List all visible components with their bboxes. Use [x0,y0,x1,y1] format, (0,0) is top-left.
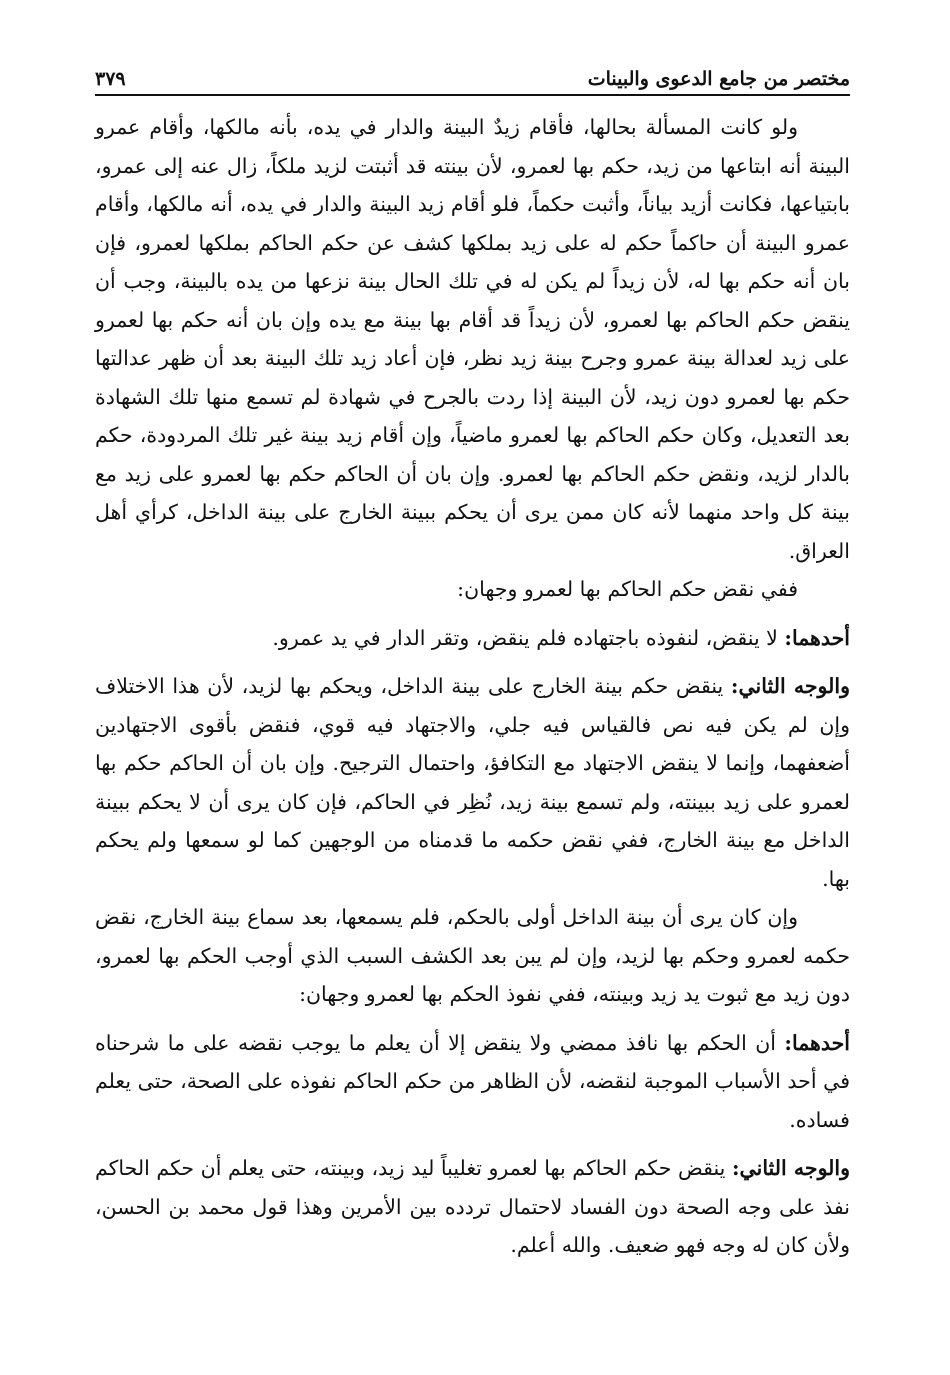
paragraph-5 [95,898,850,1014]
book-page [95,58,850,1348]
paragraph-label: أحدهما: [784,1030,850,1055]
paragraph-4 [95,667,850,898]
paragraph-text: لا ينقض، لنفوذه باجتهاده فلم ينقض، وتقر الدار في يد عمرو. [272,625,785,650]
paragraph-1 [95,108,850,570]
paragraph-text: ينقض حكم بينة الخارج على بينة الداخل، ويحكم بها لزيد، لأن هذا الاختلاف وإن لم يكن فيه نص فالقياس فيه جلي، والاجتهاد فيه قوي، فنقض بأقوى الاجتهادين أضعفهما، وإنما لا ينقض الاجتهاد مع التكافؤ، واحتمال الترجيح. وإن بان أن الحاكم حكم بها لعمرو على زيد ببينته، ولم تسمع بينة زيد، نُظِر في الحاكم، فإن كان يرى أن لا يحكم ببينة الداخل مع بينة الخارج، ففي نقض حكمه ما قدمناه من الوجهين كما لو سمعها ولم يحكم بها. [95,674,850,891]
paragraph-7 [95,1149,850,1265]
paragraph-label: والوجه الثاني: [731,1156,851,1180]
paragraph-text: ففي نقض حكم الحاكم بها لعمرو وجهان: [457,577,798,601]
paragraph-3 [95,619,850,658]
paragraph-6 [95,1024,850,1140]
paragraph-label: أحدهما: [784,625,850,650]
running-title: مختصر من جامع الدعوى والبينات [587,68,850,90]
paragraph-text: أن الحكم بها نافذ ممضي ولا ينقض إلا أن يعلم ما يوجب نقضه على ما شرحناه في أحد الأسباب الموجبة لنقضه، لأن الظاهر من حكم الحاكم نفوذه على الصحة، حتى يعلم فساده. [95,1030,850,1132]
paragraph-2 [95,570,850,609]
paragraph-text: وإن كان يرى أن بينة الداخل أولى بالحكم، فلم يسمعها، بعد سماع بينة الخارج، نقض حكمه لعمرو وحكم بها لزيد، وإن لم يبن بعد الكشف السبب الذي أوجب الحكم بها لعمرو، دون زيد مع ثبوت يد زيد وبينته، ففي نفوذ الحكم بها لعمرو وجهان: [95,905,850,1006]
paragraph-text: ينقض حكم الحاكم بها لعمرو تغليباً ليد زيد، وبينته، حتى يعلم أن حكم الحاكم نفذ على وجه الصحة دون الفساد لاحتمال تردده بين الأمرين وهذا قول محمد بن الحسن، ولأن كان له وجه فهو ضعيف. والله أعلم. [95,1156,850,1257]
paragraph-label: والوجه الثاني: [730,674,850,698]
page-number: ٣٧٩ [95,68,126,90]
page-body [95,108,850,1265]
paragraph-text: ولو كانت المسألة بحالها، فأقام زيدٌ البينة والدار في يده، بأنه مالكها، وأقام عمرو البينة أنه ابتاعها من زيد، حكم بها لعمرو، لأن بينته قد أثبتت لزيد ملكاً، زال عنه إلى عمرو، بابتياعها، فكانت أزيد بياناً، وأثبت حكماً، فلو أقام زيد البينة والدار في يده، أنه مالكها، وأقام عمرو البينة أن حاكماً حكم له على زيد بملكها كشف عن حكم الحاكم بملكها لعمرو، فإن بان أنه حكم بها له، لأن زيداً لم يكن له في تلك الحال بينة نزعها من يده بالبينة، وجب أن ينقض حكم الحاكم بها لعمرو، لأن زيداً قد أقام بها بينة مع يده وإن بان أنه حكم بها لعمرو على زيد لعدالة بينة عمرو وجرح بينة زيد نظر، فإن أعاد زيد تلك البينة بعد أن ظهر عدالتها حكم بها لعمرو دون زيد، لأن البينة إذا ردت بالجرح في شهادة لم تسمع منها تلك الشهادة بعد التعديل، وكان حكم الحاكم بها لعمرو ماضياً، وإن أقام زيد بينة غير تلك المردودة، حكم بالدار لزيد، ونقض حكم الحاكم بها لعمرو. وإن بان أن الحاكم حكم بها لعمرو على زيد مع بينة كل واحد منهما لأنه كان ممن يرى أن يحكم ببينة الخارج على بينة الداخل، كرأي أهل العراق. [95,115,850,563]
page-header [95,58,850,96]
